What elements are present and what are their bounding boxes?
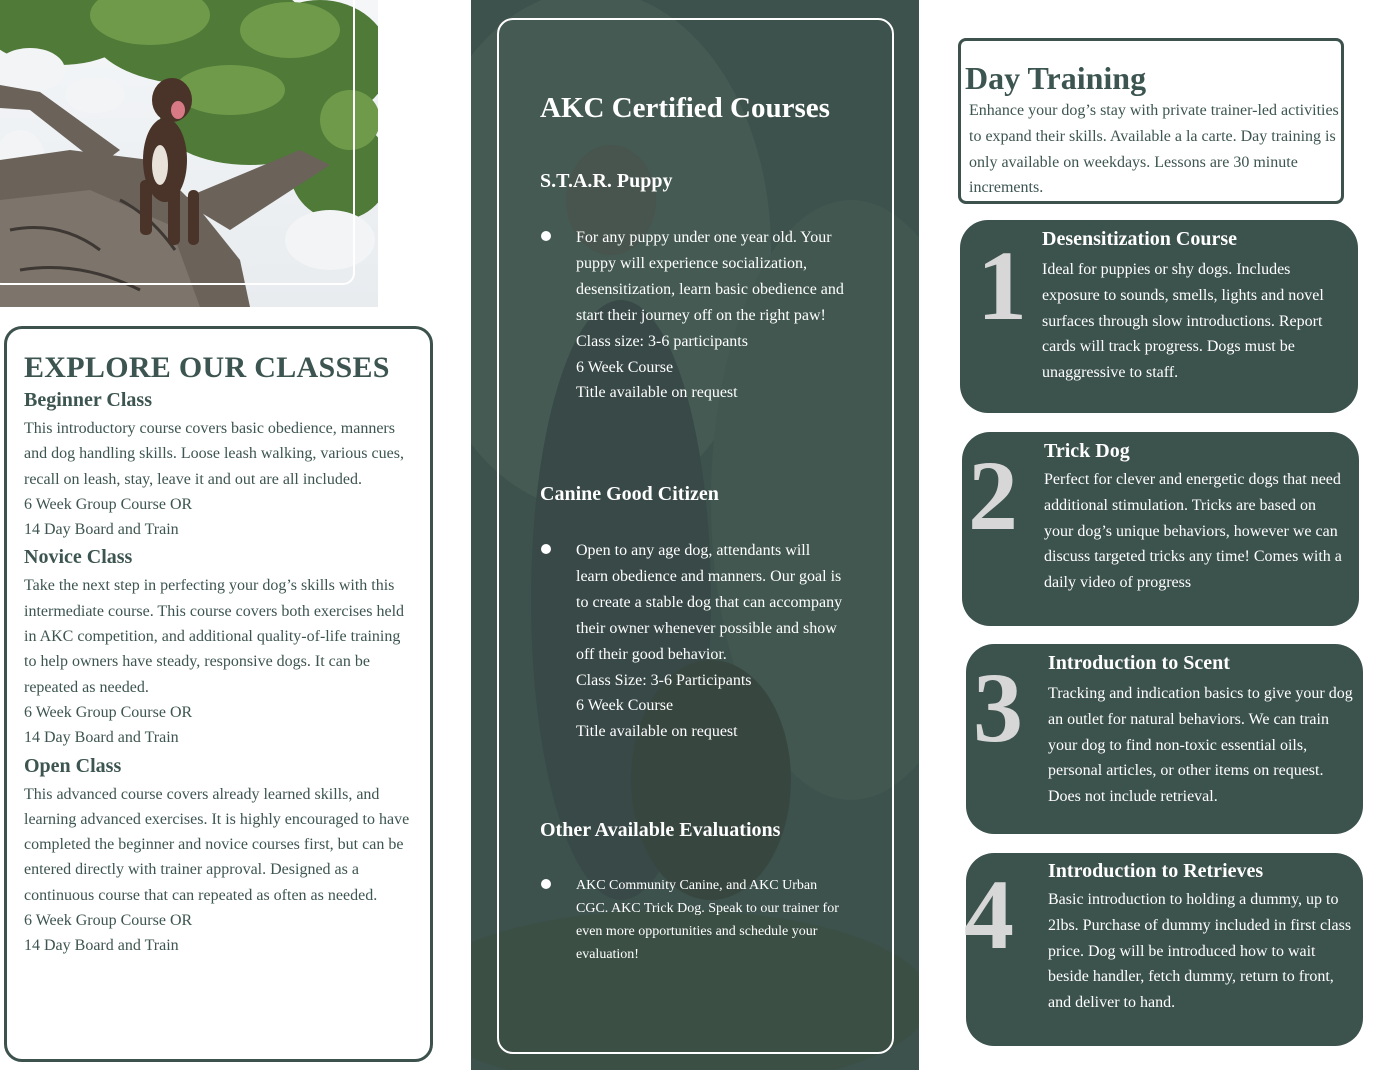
course-title-note: Title available on request: [576, 384, 738, 402]
day-course-card-2: [962, 432, 1359, 626]
course-body-canine-good-citizen: [576, 538, 846, 745]
class-option-group: 6 Week Group Course OR: [24, 703, 193, 721]
explore-title: EXPLORE OUR CLASSES: [24, 351, 390, 384]
course-description: Open to any age dog, attendants will learn obedience and manners. Our goal is to create a stable dog that can accompany their owner whenever possible and show off their good behavior.: [576, 542, 843, 663]
course-description: For any puppy under one year old. Your puppy will experience socialization, desensitization, learn basic obedience and start their journey off on the right paw!: [576, 229, 844, 324]
course-number: 2: [968, 440, 1018, 551]
bullet-icon: [541, 879, 551, 889]
course-description: Perfect for clever and energetic dogs that need additional stimulation. Tricks are based on your dog’s unique behaviors, however we can discuss targeted tricks any time! Comes with a daily video of progress: [1044, 471, 1342, 592]
course-title-note: Title available on request: [576, 723, 738, 741]
class-name-open: Open Class: [24, 754, 122, 777]
class-description-open: This advanced course covers already learned skills, and learning advanced exercises. It is highly encouraged to have completed the beginner and novice courses first, but can be entered directly with trainer approval. Designed as a continuous course that can repeated as often as needed.: [24, 785, 410, 904]
course-number: 4: [964, 859, 1014, 970]
course-description: Tracking and indication basics to give your dog an outlet for natural behaviors. We can train your dog to find non-toxic essential oils, personal articles, or other items on request. Does not include retrieval.: [1048, 685, 1353, 806]
course-number: 3: [973, 652, 1023, 763]
explore-classes-box: [4, 326, 433, 1062]
day-training-title: Day Training: [965, 60, 1147, 96]
other-evaluations-title: Other Available Evaluations: [540, 819, 781, 841]
course-name-star-puppy: S.T.A.R. Puppy: [540, 170, 673, 192]
course-description: Ideal for puppies or shy dogs. Includes exposure to sounds, smells, lights and novel surfaces through slow introductions. Report cards will track progress. Dogs must be unaggressive to staff.: [1042, 261, 1324, 382]
class-name-beginner: Beginner Class: [24, 389, 152, 411]
course-name: Introduction to Retrieves: [1048, 860, 1264, 882]
course-name: Desensitization Course: [1042, 228, 1237, 250]
day-course-card-3: [966, 644, 1363, 834]
day-course-card-1: [960, 220, 1358, 413]
day-training-description: Enhance your dog’s stay with private trainer-led activities to expand their skills. Available a la carte. Day training is only available on weekdays. Lessons are 30 minute increments.: [969, 102, 1339, 197]
course-length: 6 Week Course: [576, 697, 674, 715]
dog-photo: [0, 0, 378, 307]
akc-title: AKC Certified Courses: [540, 92, 830, 124]
course-number: 1: [977, 230, 1027, 341]
course-class-size: Class Size: 3-6 Participants: [576, 671, 752, 689]
class-option-board: 14 Day Board and Train: [24, 937, 179, 955]
course-description: Basic introduction to holding a dummy, up to 2lbs. Purchase of dummy included in first class price. Dog will be introduced how to wait beside handler, fetch dummy, return to front, and deliver to hand.: [1048, 891, 1352, 1012]
course-length: 6 Week Course: [576, 358, 674, 376]
course-class-size: Class size: 3-6 participants: [576, 332, 748, 350]
class-description-novice: Take the next step in perfecting your dog’s skills with this intermediate course. This course covers both exercises held in AKC competition, and additional quality-of-life training to help owners have steady, responsive dogs. It can be repeated as needed.: [24, 577, 405, 696]
course-name: Introduction to Scent: [1048, 652, 1230, 674]
class-option-board: 14 Day Board and Train: [24, 729, 179, 747]
course-body-star-puppy: [576, 225, 861, 406]
day-course-card-4: [966, 853, 1363, 1046]
course-name: Trick Dog: [1044, 440, 1130, 462]
other-evaluations-description: AKC Community Canine, and AKC Urban CGC. AKC Trick Dog. Speak to our trainer for even more opportunities and schedule your evaluation!: [576, 878, 839, 962]
class-name-novice: Novice Class: [24, 546, 133, 569]
class-option-board: 14 Day Board and Train: [24, 521, 179, 539]
photo-frame: [0, 0, 355, 285]
course-name-canine-good-citizen: Canine Good Citizen: [540, 483, 719, 505]
class-option-group: 6 Week Group Course OR: [24, 495, 193, 513]
bullet-icon: [541, 231, 551, 241]
class-description-beginner: This introductory course covers basic obedience, manners and dog handling skills. Loose leash walking, various cues, recall on leash, stay, leave it and out are all included.: [24, 420, 404, 488]
bullet-icon: [541, 544, 551, 554]
class-option-group: 6 Week Group Course OR: [24, 912, 193, 930]
